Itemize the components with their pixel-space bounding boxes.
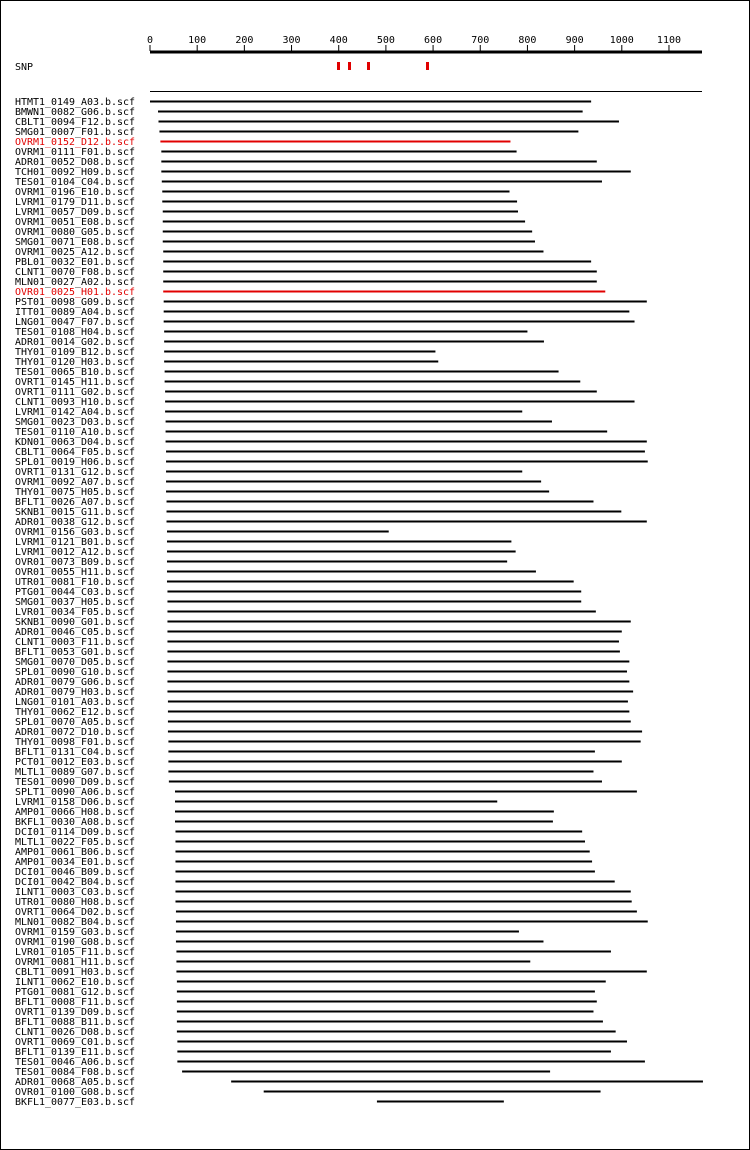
read-name-label[interactable]: TES01_0090_D09.b.scf [15, 777, 135, 788]
read-name-label[interactable]: OVRM1_0152_D12.b.scf [15, 137, 135, 148]
read-name-label[interactable]: HTMT1_0149_A03.b.scf [15, 97, 135, 108]
read-name-label[interactable]: ADR01_0072_D10.b.scf [15, 727, 135, 738]
read-name-label[interactable]: ITT01_0089_A04.b.scf [15, 307, 135, 318]
read-name-label[interactable]: OVRT1_0139_D09.b.scf [15, 1007, 135, 1018]
read-name-label[interactable]: TES01_0110_A10.b.scf [15, 427, 135, 438]
read-name-label[interactable]: MLTL1_0089_G07.b.scf [15, 767, 135, 778]
read-name-label[interactable]: ILNT1_0062_E10.b.scf [15, 977, 135, 988]
read-name-label[interactable]: THY01_0062_E12.b.scf [15, 707, 135, 718]
read-name-label[interactable]: LVRM1_0012_A12.b.scf [15, 547, 135, 558]
read-name-label[interactable]: ADR01_0079_G06.b.scf [15, 677, 135, 688]
axis-tick-label: 100 [188, 35, 207, 46]
read-name-label[interactable]: MLN01_0027_A02.b.scf [15, 277, 135, 288]
read-name-label[interactable]: OVR01_0073_B09.b.scf [15, 557, 135, 568]
read-name-label[interactable]: OVRT1_0131_G12.b.scf [15, 467, 135, 478]
read-name-label[interactable]: UTR01_0080_H08.b.scf [15, 897, 135, 908]
read-name-label[interactable]: OVRM1_0092_A07.b.scf [15, 477, 135, 488]
read-name-label[interactable]: DCI01_0114_D09.b.scf [15, 827, 135, 838]
read-name-label[interactable]: OVR01_0055_H11.b.scf [15, 567, 135, 578]
axis-tick-label: 1100 [656, 35, 682, 46]
read-name-label[interactable]: MLTL1_0022_F05.b.scf [15, 837, 135, 848]
read-name-label[interactable]: SMG01_0023_D03.b.scf [15, 417, 135, 428]
read-name-label[interactable]: CLNT1_0093_H10.b.scf [15, 397, 135, 408]
read-name-label[interactable]: BFLT1_0088_B11.b.scf [15, 1017, 135, 1028]
axis-tick-label: 300 [282, 35, 301, 46]
read-name-label[interactable]: UTR01_0081_F10.b.scf [15, 577, 135, 588]
snp-track-label: SNP [15, 62, 34, 73]
read-name-label[interactable]: LVRM1_0142_A04.b.scf [15, 407, 135, 418]
read-name-label[interactable]: THY01_0109_B12.b.scf [15, 347, 135, 358]
read-name-label[interactable]: THY01_0075_H05.b.scf [15, 487, 135, 498]
snp-marker [426, 62, 429, 70]
read-name-label[interactable]: LVR01_0105_F11.b.scf [15, 947, 135, 958]
read-name-label[interactable]: OVRM1_0081_H11.b.scf [15, 957, 135, 968]
snp-marker [367, 62, 370, 70]
read-name-label[interactable]: AMP01_0066_H08.b.scf [15, 807, 135, 818]
read-name-label[interactable]: CBLT1_0094_F12.b.scf [15, 117, 135, 128]
read-name-label[interactable]: CBLT1_0091_H03.b.scf [15, 967, 135, 978]
read-name-label[interactable]: CLNT1_0026_D08.b.scf [15, 1027, 135, 1038]
read-name-label[interactable]: ADR01_0079_H03.b.scf [15, 687, 135, 698]
read-name-label[interactable]: LVRM1_0121_B01.b.scf [15, 537, 135, 548]
axis-tick-label: 0 [146, 35, 154, 46]
read-name-label[interactable]: SKNB1_0015_G11.b.scf [15, 507, 135, 518]
axis-tick-label: 900 [565, 35, 584, 46]
read-name-label[interactable]: OVRM1_0190_G08.b.scf [15, 937, 135, 948]
read-name-label[interactable]: SMG01_0070_D05.b.scf [15, 657, 135, 668]
axis-tick-label: 400 [329, 35, 348, 46]
axis-tick-label: 800 [518, 35, 537, 46]
axis-tick-label: 500 [376, 35, 395, 46]
read-name-label[interactable]: TCH01_0092_H09.b.scf [15, 167, 135, 178]
read-name-label[interactable]: BMWN1_0082_G06.b.scf [15, 107, 135, 118]
axis-tick-label: 600 [424, 35, 443, 46]
read-name-label[interactable]: SMG01_0037_H05.b.scf [15, 597, 135, 608]
read-name-label[interactable]: PCT01_0012_E03.b.scf [15, 757, 135, 768]
read-name-label[interactable]: AMP01_0034_E01.b.scf [15, 857, 135, 868]
read-name-label[interactable]: CLNT1_0070_F08.b.scf [15, 267, 135, 278]
read-name-label[interactable]: TES01_0108_H04.b.scf [15, 327, 135, 338]
read-name-label[interactable]: LNG01_0101_A03.b.scf [15, 697, 135, 708]
read-name-label[interactable]: OVRT1_0069_C01.b.scf [15, 1037, 135, 1048]
read-name-label[interactable]: TES01_0065_B10.b.scf [15, 367, 135, 378]
read-list [15, 97, 703, 1108]
read-name-label[interactable]: ADR01_0052_D08.b.scf [15, 157, 135, 168]
read-name-label[interactable]: OVR01_0025_H01.b.scf [15, 287, 135, 298]
axis-tick-label: 1000 [609, 35, 634, 46]
snp-track [337, 62, 429, 70]
read-name-label[interactable]: ILNT1_0003_C03.b.scf [15, 887, 135, 898]
read-name-label[interactable]: OVRM1_0156_G03.b.scf [15, 527, 135, 538]
read-name-label[interactable]: OVRT1_0145_H11.b.scf [15, 377, 135, 388]
read-name-label[interactable]: OVRM1_0025_A12.b.scf [15, 247, 135, 258]
read-name-label[interactable]: ADR01_0068_A05.b.scf [15, 1077, 135, 1088]
read-name-label[interactable]: OVR01_0100_G08.b.scf [15, 1087, 135, 1098]
position-axis [147, 35, 702, 52]
read-name-label[interactable]: TES01_0084_F08.b.scf [15, 1067, 135, 1078]
snp-marker [348, 62, 351, 70]
read-name-label[interactable]: BFLT1_0053_G01.b.scf [15, 647, 135, 658]
read-name-label[interactable]: OVRM1_0159_G03.b.scf [15, 927, 135, 938]
read-name-label[interactable]: THY01_0098_F01.b.scf [15, 737, 135, 748]
read-name-label[interactable]: ADR01_0038_G12.b.scf [15, 517, 135, 528]
read-name-label[interactable]: SMG01_0007_F01.b.scf [15, 127, 135, 138]
read-name-label[interactable]: TES01_0046_A06.b.scf [15, 1057, 135, 1068]
read-name-label[interactable]: OVRT1_0064_D02.b.scf [15, 907, 135, 918]
read-name-label[interactable]: PTG01_0044_C03.b.scf [15, 587, 135, 598]
read-name-label[interactable]: PBL01_0032_E01.b.scf [15, 257, 135, 268]
read-name-label[interactable]: BFLT1_0026_A07.b.scf [15, 497, 135, 508]
read-name-label[interactable]: MLN01_0082_B04.b.scf [15, 917, 135, 928]
read-name-label[interactable]: OVRM1_0196_E10.b.scf [15, 187, 135, 198]
axis-tick-label: 200 [235, 35, 254, 46]
read-name-label[interactable]: SPLT1_0090_A06.b.scf [15, 787, 135, 798]
read-name-label[interactable]: BKFL1_0030_A08.b.scf [15, 817, 135, 828]
read-name-label[interactable]: OVRT1_0111_G02.b.scf [15, 387, 135, 398]
read-name-label[interactable]: OVRM1_0080_G05.b.scf [15, 227, 135, 238]
read-name-label[interactable]: ADR01_0014_G02.b.scf [15, 337, 135, 348]
read-name-label[interactable]: BKFL1_0077_E03.b.scf [15, 1097, 135, 1108]
read-name-label[interactable]: OVRM1_0111_F01.b.scf [15, 147, 135, 158]
read-name-label[interactable]: CLNT1_0003_F11.b.scf [15, 637, 135, 648]
read-name-label[interactable]: DCI01_0042_B04.b.scf [15, 877, 135, 888]
read-name-label[interactable]: BFLT1_0008_F11.b.scf [15, 997, 135, 1008]
read-name-label[interactable]: BFLT1_0139_E11.b.scf [15, 1047, 135, 1058]
read-name-label[interactable]: SPL01_0090_G10.b.scf [15, 667, 135, 678]
axis-tick-label: 700 [471, 35, 490, 46]
read-name-label[interactable]: LVRM1_0057_D09.b.scf [15, 207, 135, 218]
read-name-label[interactable]: ADR01_0046_C05.b.scf [15, 627, 135, 638]
read-name-label[interactable]: TES01_0104_C04.b.scf [15, 177, 135, 188]
read-name-label[interactable]: DCI01_0046_B09.b.scf [15, 867, 135, 878]
read-name-label[interactable]: PTG01_0081_G12.b.scf [15, 987, 135, 998]
read-name-label[interactable]: THY01_0120_H03.b.scf [15, 357, 135, 368]
read-name-label[interactable]: AMP01_0061_B06.b.scf [15, 847, 135, 858]
read-name-label[interactable]: LVRM1_0158_D06.b.scf [15, 797, 135, 808]
read-name-label[interactable]: KDN01_0063_D04.b.scf [15, 437, 135, 448]
read-name-label[interactable]: LVR01_0034_F05.b.scf [15, 607, 135, 618]
read-name-label[interactable]: OVRM1_0051_E08.b.scf [15, 217, 135, 228]
read-name-label[interactable]: LNG01_0047_F07.b.scf [15, 317, 135, 328]
read-name-label[interactable]: SKNB1_0090_G01.b.scf [15, 617, 135, 628]
read-name-label[interactable]: SPL01_0019_H06.b.scf [15, 457, 135, 468]
read-alignment-diagram [1, 1, 749, 1149]
read-name-label[interactable]: SMG01_0071_E08.b.scf [15, 237, 135, 248]
read-name-label[interactable]: LVRM1_0179_D11.b.scf [15, 197, 135, 208]
read-name-label[interactable]: PST01_0098_G09.b.scf [15, 297, 135, 308]
snp-marker [337, 62, 340, 70]
read-name-label[interactable]: BFLT1_0131_C04.b.scf [15, 747, 135, 758]
read-name-label[interactable]: SPL01_0070_A05.b.scf [15, 717, 135, 728]
read-name-label[interactable]: CBLT1_0064_F05.b.scf [15, 447, 135, 458]
